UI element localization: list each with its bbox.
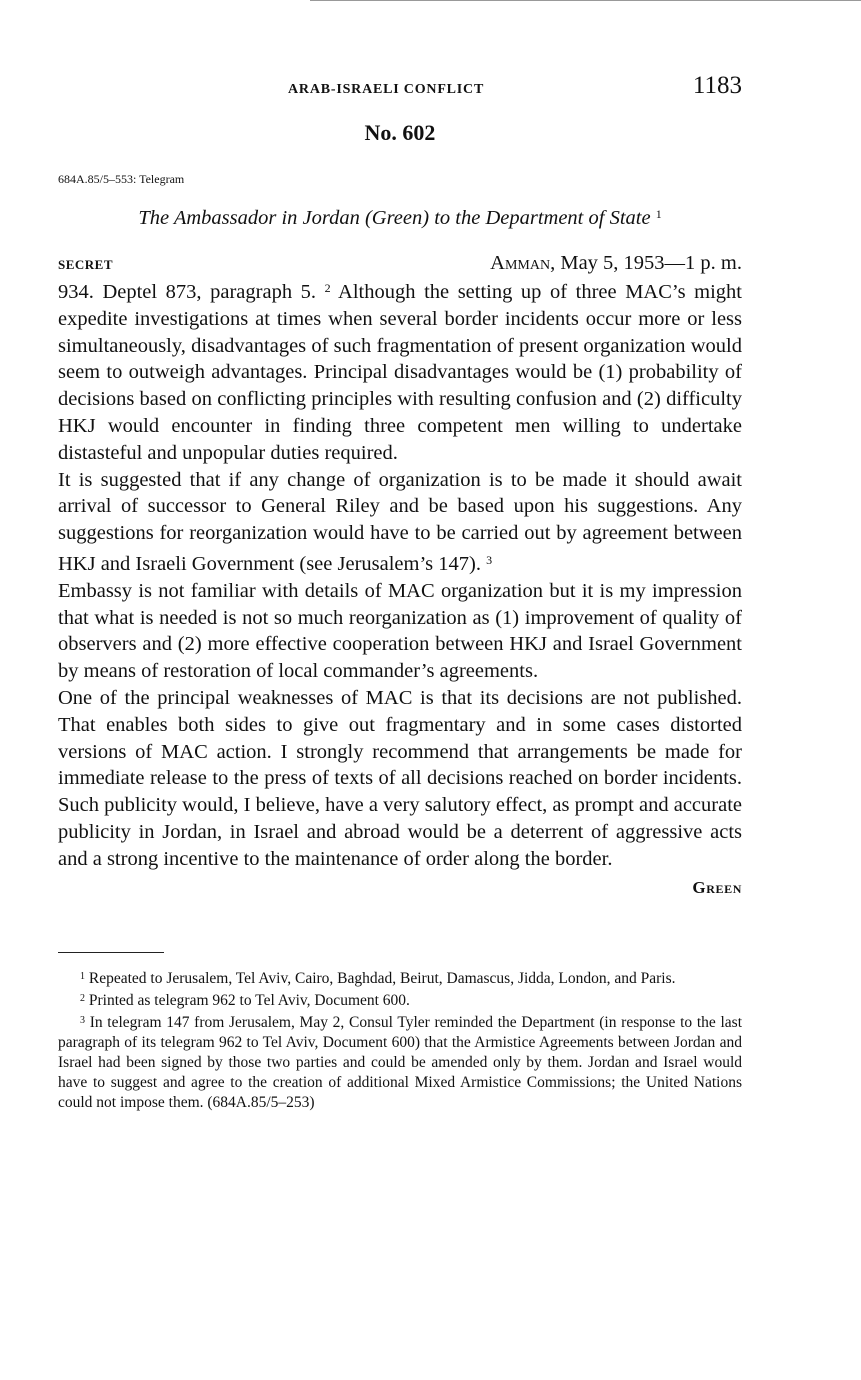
- footnote-number: 2: [80, 992, 85, 1004]
- scan-edge-line: [310, 0, 861, 1]
- file-reference: 684A.85/5–553: Telegram: [58, 172, 185, 186]
- footnote-number: 1: [80, 970, 85, 982]
- dateline: [58, 252, 742, 275]
- footnote: [58, 1011, 742, 1113]
- body-paragraph: [58, 275, 742, 467]
- body-paragraph: [58, 685, 742, 873]
- footnote: [58, 989, 742, 1011]
- telegram-body: [58, 275, 742, 873]
- footnote-text: Repeated to Jerusalem, Tel Aviv, Cairo, Baghdad, Beirut, Damascus, Jidda, London, and Paris.: [88, 969, 676, 987]
- footnotes: [58, 967, 742, 1113]
- heading-text: The Ambassador in Jordan (Green) to the Department of State: [138, 207, 651, 229]
- footnote-text: In telegram 147 from Jerusalem, May 2, Consul Tyler reminded the Department (in response to the last paragraph of its telegram 962 to Tel Aviv, Document 600) that the Armistice Agreements between Jordan and Israel had been signed by those two parties and could be amended only by them. Jordan and Israel would have to suggest and agree to the creation of additional Mixed Armistice Commissions; the United Nations could not impose them. (684A.85/5–253): [58, 1013, 742, 1111]
- footnote-marker: 3: [486, 552, 493, 567]
- running-header: [58, 70, 742, 110]
- footnote-number: 3: [80, 1014, 85, 1026]
- paragraph-text: Embassy is not familiar with details of MAC organization but it is my impression that what is needed is not so much reorganization as (1) improvement of quality of observers and (2) more effective cooperation between HKJ and Israel Government by means of restoration of local commander’s agreements.: [58, 579, 742, 683]
- place: Amman,: [490, 252, 556, 274]
- document-heading: [58, 207, 742, 230]
- place-date: [490, 252, 742, 275]
- document-number: No. 602: [364, 120, 436, 145]
- paragraph-text: 934. Deptel 873, paragraph 5.: [58, 281, 317, 303]
- paragraph-text: Although the setting up of three MAC’s might expedite investigations at times when several border incidents occur more or less simultaneously, disadvantages of such fragmentation of present organization would seem to outweigh advantages. Principal disadvantages would be (1) probability of decisions based on conflicting principles with resulting confusion and (2) difficulty HKJ would encounter in finding three competent men willing to undertake distasteful and unpopular duties required.: [58, 281, 742, 464]
- footnote-rule: [58, 952, 164, 953]
- classification: SECRET: [58, 257, 114, 272]
- footnote-text: Printed as telegram 962 to Tel Aviv, Document 600.: [88, 991, 410, 1009]
- paragraph-text: One of the principal weaknesses of MAC is that its decisions are not published. That enables both sides to give out fragmentary and in some cases distorted versions of MAC action. I strongly recommend that arrangements be made for immediate release to the press of texts of all decisions reached on border incidents. Such publicity would, I believe, have a very salutory effect, as prompt and accurate publicity in Jordan, in Israel and abroad would be a deterrent of aggressive acts and a strong incentive to the maintenance of order along the border.: [58, 686, 742, 870]
- page-number: 1183: [692, 72, 742, 99]
- signature: Green: [692, 877, 742, 897]
- body-paragraph: [58, 467, 742, 578]
- paragraph-text: It is suggested that if any change of organization is to be made it should await arrival of successor to General Riley and be based upon his suggestions. Any suggestions for reorganization would have to be carried out by agreement between HKJ and Israeli Government (see Jerusalem’s 147).: [58, 468, 742, 575]
- body-paragraph: [58, 578, 742, 685]
- running-header-title: ARAB-ISRAELI CONFLICT: [288, 82, 485, 97]
- date: May 5, 1953—1 p. m.: [560, 252, 742, 274]
- document-page: [58, 70, 742, 1113]
- footnote-marker: 2: [324, 281, 331, 295]
- footnote: [58, 967, 742, 989]
- heading-footnote-marker: 1: [655, 207, 662, 221]
